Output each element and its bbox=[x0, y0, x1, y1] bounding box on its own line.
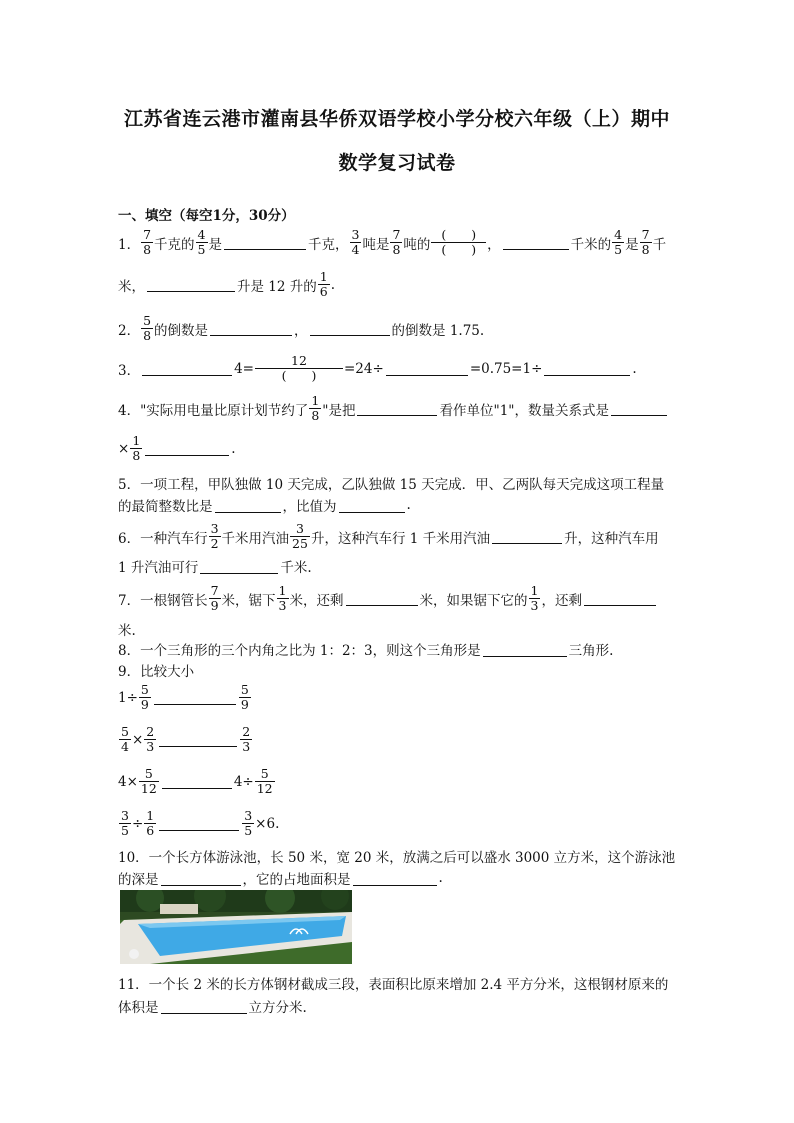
q10-text: . bbox=[438, 870, 443, 886]
answer-blank[interactable] bbox=[224, 235, 306, 250]
fraction: $\frac{1}{6}$ bbox=[319, 269, 328, 299]
answer-blank[interactable] bbox=[145, 441, 229, 456]
fraction: $\frac{7}{8}$ bbox=[143, 227, 152, 257]
answer-blank[interactable] bbox=[310, 321, 390, 336]
question-10-line1: 10．一个长方体游泳池，长 50 米，宽 20 米，放满之后可以盛水 3000 立方米，这个游泳池 bbox=[118, 850, 676, 866]
page-title-line2: 数学复习试卷 bbox=[338, 152, 456, 174]
question-3 bbox=[118, 354, 637, 383]
question-8 bbox=[118, 639, 613, 659]
q1-text: 千米的 bbox=[570, 236, 612, 253]
question-11-line1: 11．一个长 2 米的长方体钢材截成三段，表面积比原来增加 2.4 平方分米，这根钢材原来的 bbox=[118, 977, 669, 993]
fraction: $\frac{7}{8}$ bbox=[641, 227, 650, 257]
fraction: $\frac{1}{8}$ bbox=[132, 433, 141, 463]
fraction: $\frac{3}{4}$ bbox=[351, 227, 360, 257]
q6-text: 千米. bbox=[280, 560, 312, 576]
q1-text: 千克， bbox=[308, 236, 349, 253]
answer-blank[interactable] bbox=[611, 401, 667, 416]
q7-text: 米，如果锯下它的 bbox=[419, 592, 528, 609]
answer-blank[interactable] bbox=[346, 591, 418, 606]
q5-text: ，比值为 bbox=[282, 499, 337, 515]
answer-fraction[interactable]: $\frac{12}{( )}$ bbox=[255, 354, 343, 383]
answer-blank[interactable] bbox=[544, 361, 630, 376]
q1-text: 升是 12 升的 bbox=[237, 278, 317, 295]
question-2 bbox=[118, 314, 484, 343]
fraction: $\frac{4}{5}$ bbox=[614, 227, 623, 257]
q7-text: 米，还剩 bbox=[289, 592, 344, 609]
question-10-line2 bbox=[118, 868, 443, 888]
fraction: $\frac{5}{9}$ bbox=[140, 682, 149, 712]
compare-row-4 bbox=[118, 809, 279, 838]
question-5-line1: 5．一项工程，甲队独做 10 天完成，乙队独做 15 天完成．甲、乙两队每天完成这项工程量 bbox=[118, 477, 665, 493]
fraction: $\frac{3}{5}$ bbox=[244, 808, 253, 838]
answer-blank[interactable] bbox=[584, 591, 656, 606]
q1-text: 米， bbox=[118, 278, 145, 295]
q1-text: 是 bbox=[208, 236, 222, 253]
q1-text: ， bbox=[487, 236, 501, 253]
q4-number: 4． bbox=[118, 402, 141, 419]
fraction: $\frac{2}{3}$ bbox=[242, 724, 251, 754]
compare-row-2 bbox=[118, 725, 253, 754]
answer-blank[interactable] bbox=[357, 401, 437, 416]
q11-text: 立方分米. bbox=[248, 1000, 307, 1016]
q6-text: 1 升汽油可行 bbox=[118, 560, 199, 576]
fraction: $\frac{5}{12}$ bbox=[140, 766, 157, 796]
section-heading: 一、填空（每空1分，30分） bbox=[118, 208, 295, 224]
q3-text: =24÷ bbox=[344, 360, 384, 377]
q9-text: ÷ bbox=[131, 815, 144, 832]
q8-text: 三角形. bbox=[568, 643, 614, 659]
q9-text: 1÷ bbox=[118, 689, 138, 706]
answer-blank[interactable] bbox=[147, 277, 235, 292]
q1-text: 千克的 bbox=[154, 236, 195, 253]
q7-text: 一根钢管长 bbox=[140, 592, 208, 609]
question-7-line2: 米. bbox=[118, 623, 136, 639]
answer-blank[interactable] bbox=[386, 361, 468, 376]
fraction: $\frac{3}{2}$ bbox=[210, 521, 219, 551]
q7-number: 7． bbox=[118, 592, 141, 609]
q4-text: × bbox=[118, 440, 130, 457]
q4-text: 看作单位"1"，数量关系式是 bbox=[439, 402, 609, 419]
fraction: $\frac{4}{5}$ bbox=[197, 227, 206, 257]
q9-text: ×6. bbox=[255, 815, 280, 832]
q4-text: "是把 bbox=[322, 402, 356, 419]
answer-blank[interactable] bbox=[162, 774, 232, 789]
q6-number: 6． bbox=[118, 530, 141, 547]
q8-text: 8．一个三角形的三个内角之比为 1：2：3，则这个三角形是 bbox=[118, 643, 481, 659]
page-title-line1: 江苏省连云港市灌南县华侨双语学校小学分校六年级（上）期中 bbox=[123, 108, 670, 130]
question-6-line1 bbox=[118, 522, 659, 551]
q10-text: ，它的占地面积是 bbox=[242, 872, 351, 888]
q1-text: 千 bbox=[652, 236, 667, 253]
q3-text: =0.75=1÷ bbox=[469, 360, 543, 377]
answer-blank[interactable] bbox=[492, 529, 562, 544]
q6-text: 升，这种汽车用 bbox=[564, 530, 659, 547]
answer-blank[interactable] bbox=[483, 642, 567, 657]
answer-fraction[interactable]: $\frac{( )}{( )}$ bbox=[431, 228, 486, 257]
q4-text: "实际用电量比原计划节约了 bbox=[140, 402, 309, 419]
question-6-line2 bbox=[118, 556, 312, 576]
fraction: $\frac{1}{6}$ bbox=[146, 808, 155, 838]
fraction: $\frac{5}{4}$ bbox=[121, 724, 129, 754]
question-4-line1 bbox=[118, 394, 669, 423]
q2-text: ， bbox=[294, 322, 308, 339]
question-1-line2 bbox=[118, 270, 335, 299]
q1-text: . bbox=[330, 276, 336, 293]
fraction: $\frac{3}{25}$ bbox=[292, 521, 308, 551]
fraction: $\frac{5}{9}$ bbox=[240, 682, 249, 712]
q9-text: 4× bbox=[118, 773, 138, 790]
q1-number: 1． bbox=[118, 236, 141, 253]
answer-blank[interactable] bbox=[159, 732, 237, 747]
q5-text: . bbox=[406, 497, 411, 513]
answer-blank[interactable] bbox=[339, 498, 405, 513]
question-11-line2 bbox=[118, 996, 307, 1016]
answer-blank[interactable] bbox=[353, 871, 437, 886]
answer-blank[interactable] bbox=[159, 816, 239, 831]
q3-text: . bbox=[632, 360, 637, 377]
fraction: $\frac{1}{8}$ bbox=[311, 393, 320, 423]
q2-text: 的倒数是 1.75. bbox=[391, 322, 485, 339]
q4-text: . bbox=[231, 440, 236, 457]
q6-text: 升，这种汽车行 1 千米用汽油 bbox=[310, 530, 491, 547]
q3-text: 4= bbox=[234, 360, 254, 377]
answer-blank[interactable] bbox=[210, 321, 292, 336]
answer-blank[interactable] bbox=[200, 559, 278, 574]
question-9-heading: 9．比较大小 bbox=[118, 664, 195, 680]
fraction: $\frac{7}{9}$ bbox=[210, 583, 219, 613]
q9-text: 4÷ bbox=[233, 773, 254, 790]
swimming-pool-image bbox=[120, 890, 352, 964]
pool-illustration bbox=[120, 890, 352, 964]
fraction: $\frac{5}{12}$ bbox=[256, 766, 273, 796]
q7-text: ，还剩 bbox=[541, 592, 582, 609]
q3-number: 3． bbox=[118, 362, 141, 379]
answer-blank[interactable] bbox=[161, 871, 241, 886]
q5-text: 的最简整数比是 bbox=[118, 499, 213, 515]
answer-blank[interactable] bbox=[142, 361, 232, 376]
answer-blank[interactable] bbox=[154, 690, 236, 705]
question-1-line1 bbox=[118, 228, 666, 257]
q9-text: × bbox=[131, 731, 144, 748]
question-5-line2 bbox=[118, 495, 411, 515]
q2-number: 2． bbox=[118, 322, 141, 339]
fraction: $\frac{2}{3}$ bbox=[146, 724, 155, 754]
q7-text: 米，锯下 bbox=[221, 592, 276, 609]
q10-text: 的深是 bbox=[118, 872, 159, 888]
q6-text: 一种汽车行 bbox=[140, 530, 208, 547]
q2-text: 的倒数是 bbox=[154, 322, 209, 339]
answer-blank[interactable] bbox=[215, 498, 281, 513]
q6-text: 千米用汽油 bbox=[221, 530, 290, 547]
compare-row-1 bbox=[118, 683, 252, 712]
answer-blank[interactable] bbox=[161, 999, 247, 1014]
fraction: $\frac{7}{8}$ bbox=[392, 227, 401, 257]
compare-row-3 bbox=[118, 767, 276, 796]
q1-text: 吨是 bbox=[362, 236, 390, 253]
question-4-line2 bbox=[118, 434, 236, 463]
fraction: $\frac{3}{5}$ bbox=[121, 808, 129, 838]
answer-blank[interactable] bbox=[503, 235, 569, 250]
q11-text: 体积是 bbox=[118, 1000, 159, 1016]
question-7-line1 bbox=[118, 584, 658, 613]
fraction: $\frac{5}{8}$ bbox=[143, 313, 152, 343]
q1-text: 是 bbox=[625, 236, 639, 253]
fraction: $\frac{1}{3}$ bbox=[278, 583, 287, 613]
q1-text: 吨的 bbox=[403, 236, 431, 253]
fraction: $\frac{1}{3}$ bbox=[530, 583, 539, 613]
